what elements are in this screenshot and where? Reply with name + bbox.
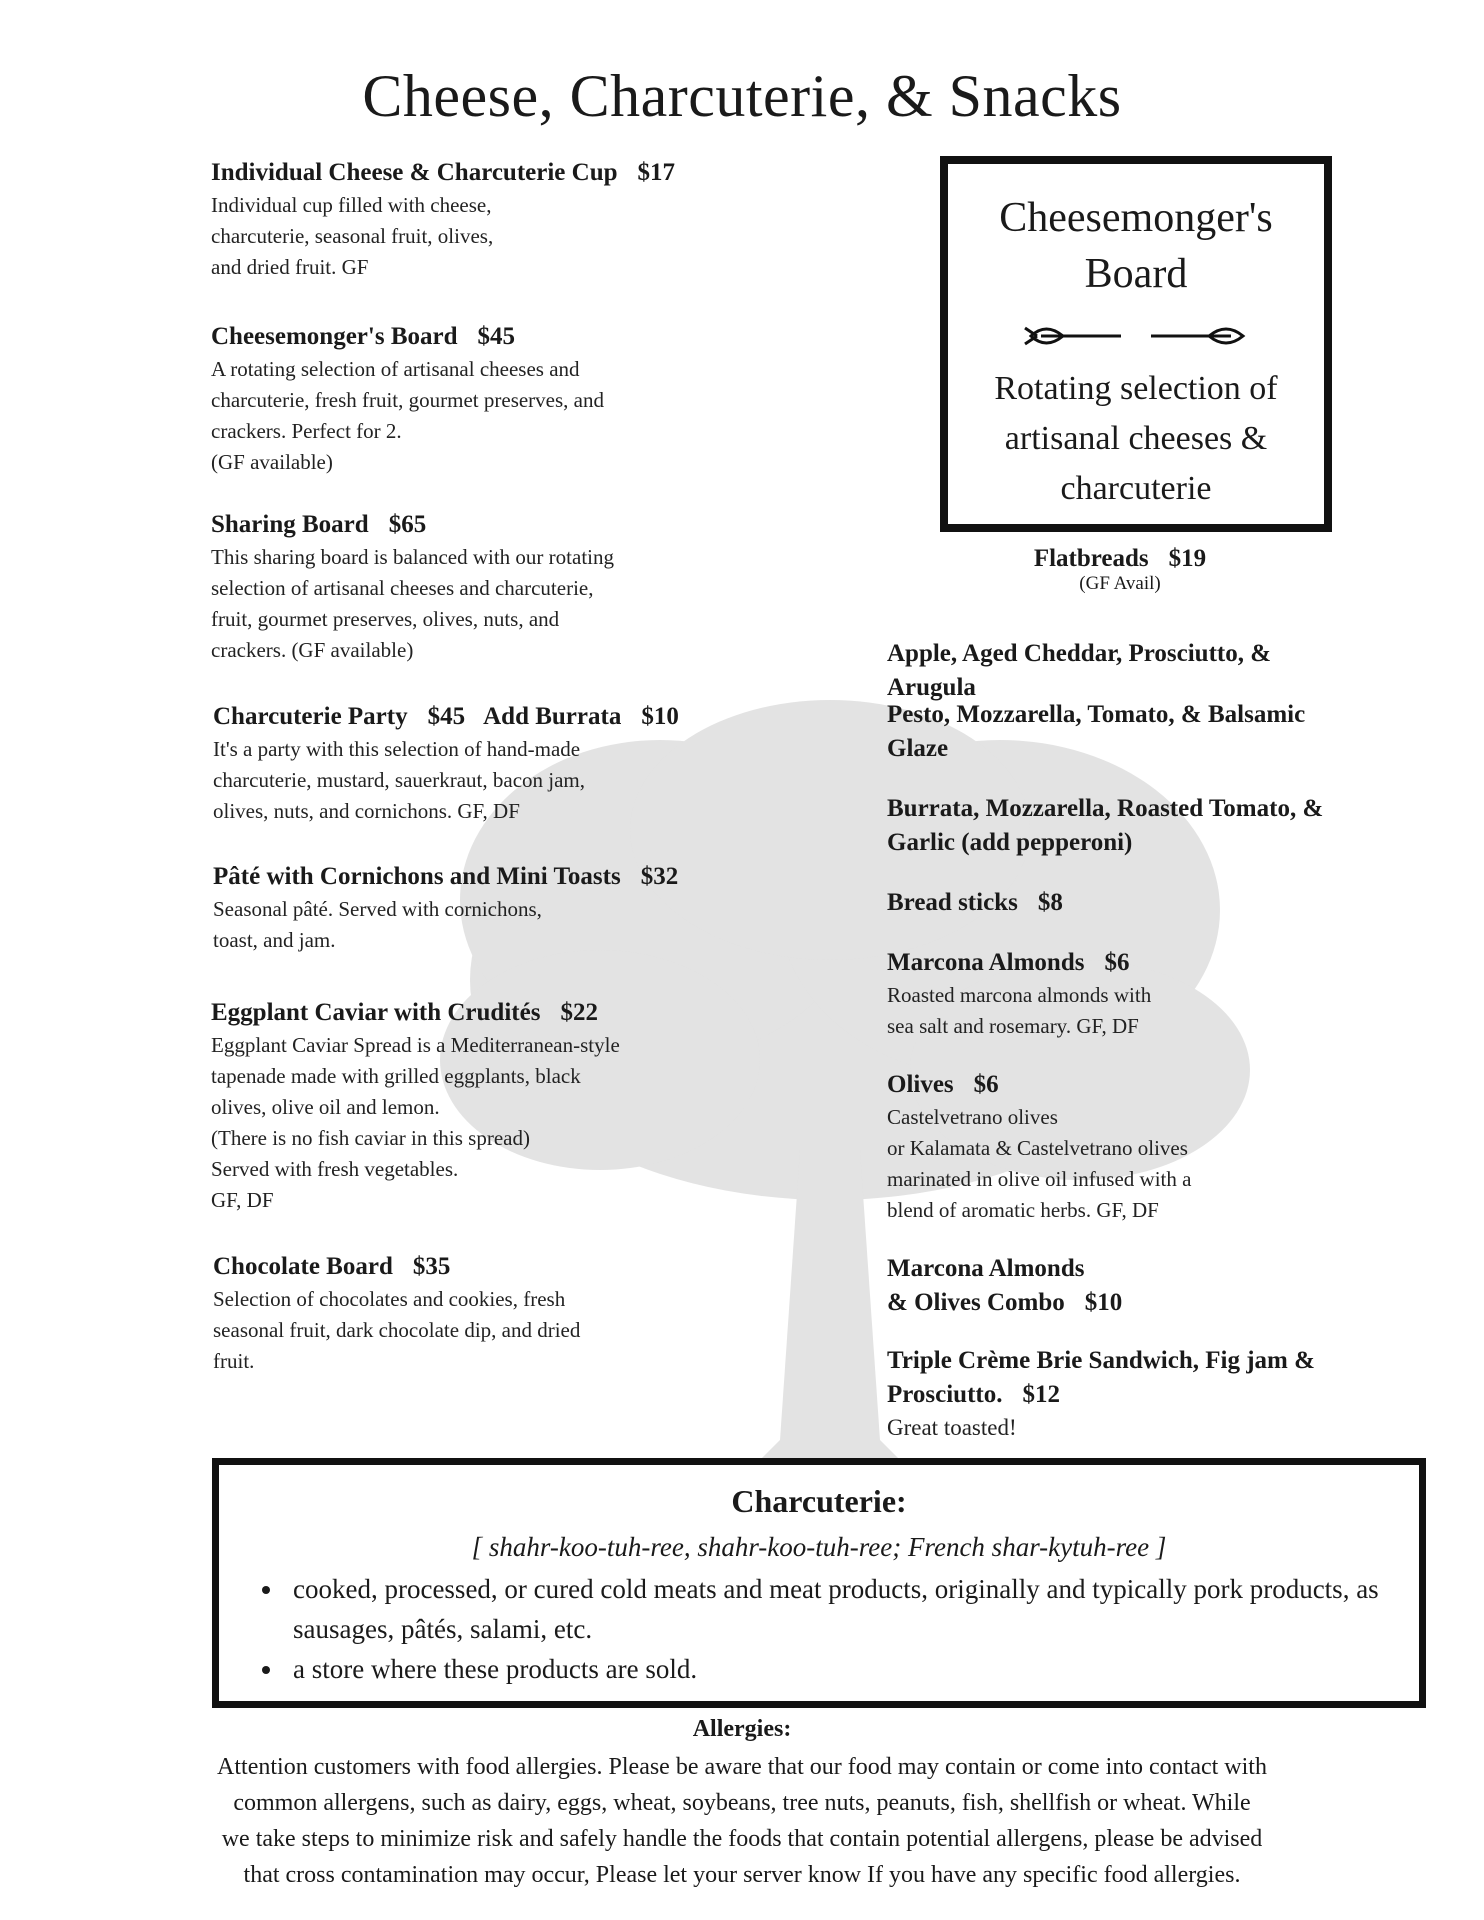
- item-name: Eggplant Caviar with Crudités: [211, 999, 541, 1026]
- menu-item-pate: [213, 860, 678, 956]
- item-price: $17: [637, 159, 676, 186]
- menu-item-cheesemongers-board: [211, 320, 604, 478]
- item-price: $6: [1104, 949, 1130, 976]
- item-description: Roasted marcona almonds with sea salt and rosemary. GF, DF: [887, 983, 1152, 1038]
- item-name: Pâté with Cornichons and Mini Toasts: [213, 863, 621, 890]
- item-name: Triple Crème Brie Sandwich, Fig jam &: [887, 1347, 1315, 1374]
- item-name: Chocolate Board: [213, 1253, 393, 1280]
- menu-item-bread-sticks: [887, 886, 1063, 920]
- item-price: $12: [1022, 1381, 1060, 1408]
- item-name: Bread sticks: [887, 889, 1018, 916]
- page-title: Cheese, Charcuterie, & Snacks: [362, 63, 1122, 129]
- item-name: Cheesemonger's Board: [211, 323, 458, 350]
- item-name: Marcona Almonds: [887, 1255, 1085, 1282]
- flatbread-pesto: [887, 698, 1317, 766]
- item-price: $35: [412, 1253, 451, 1280]
- menu-item-brie-sandwich: [887, 1344, 1315, 1443]
- item-name: Pesto, Mozzarella, Tomato, & Balsamic Glaze: [887, 701, 1306, 762]
- item-description: Castelvetrano olives or Kalamata & Castelvetrano olives marinated in olive oil infused with a blend of aromatic herbs. GF, DF: [887, 1105, 1192, 1222]
- feature-subtitle: Rotating selection of artisanal cheeses & charcuterie: [994, 370, 1278, 507]
- flatbreads-price: $19: [1168, 545, 1207, 572]
- item-name: Burrata, Mozzarella, Roasted Tomato, & Garlic (add pepperoni): [887, 795, 1324, 856]
- item-description: Individual cup filled with cheese, charcuterie, seasonal fruit, olives, and dried fruit. GF: [211, 193, 494, 279]
- allergy-notice: [200, 1716, 1284, 1893]
- item-price: $45: [427, 703, 466, 730]
- item-price: $32: [640, 863, 679, 890]
- item-name-line2: & Olives Combo: [887, 1289, 1065, 1316]
- item-description: Selection of chocolates and cookies, fresh seasonal fruit, dark chocolate dip, and dried fruit.: [213, 1287, 581, 1373]
- allergy-text: Attention customers with food allergies. Please be aware that our food may contain or come into contact with common allergens, such as dairy, eggs, wheat, soybeans, tree nuts, peanuts, fish, shellfish or wheat. While we take steps to minimize risk and safely handle the foods that contain potential allergens, please be advised that cross contamination may occur, Please let your server know If you have any specific food allergies.: [217, 1754, 1267, 1888]
- definition-item: • a store where these products are sold.: [285, 1649, 1419, 1689]
- menu-item-charcuterie-party: [213, 700, 679, 827]
- pronunciation: [ shahr-koo-tuh-ree, shahr-koo-tuh-ree; French shar-kytuh-ree ]: [471, 1532, 1167, 1562]
- item-addon: Add Burrata: [483, 703, 622, 730]
- definition-heading: Charcuterie:: [731, 1483, 907, 1519]
- menu-item-chocolate-board: [213, 1250, 580, 1377]
- item-name: Marcona Almonds: [887, 949, 1085, 976]
- item-price: $65: [388, 511, 427, 538]
- item-description: Seasonal pâté. Served with cornichons, toast, and jam.: [213, 897, 542, 952]
- item-price: $6: [973, 1071, 999, 1098]
- feature-title: Cheesemonger's Board: [999, 195, 1273, 297]
- menu-item-marcona-almonds: [887, 946, 1151, 1042]
- cheesemonger-feature-box: [940, 156, 1332, 532]
- item-name: Individual Cheese & Charcuterie Cup: [211, 159, 618, 186]
- flatbreads-heading: [900, 545, 1340, 595]
- menu-item-olives: [887, 1068, 1191, 1226]
- menu-item-eggplant-caviar: [211, 996, 620, 1216]
- definition-item: • cooked, processed, or cured cold meats and meat products, originally and typically pork products, as sausages, pâtés, salami, etc.: [285, 1569, 1419, 1649]
- item-price: $45: [477, 323, 515, 350]
- item-description: A rotating selection of artisanal cheeses and charcuterie, fresh fruit, gourmet preserves, and crackers. Perfect for 2. (GF available): [211, 357, 604, 474]
- item-name: Apple, Aged Cheddar, Prosciutto, & Arugula: [887, 640, 1272, 701]
- item-price: $8: [1037, 889, 1063, 916]
- item-description: This sharing board is balanced with our rotating selection of artisanal cheeses and charcuterie, fruit, gourmet preserves, olives, nuts, and crackers. (GF available): [211, 545, 614, 662]
- allergy-heading: Allergies:: [692, 1716, 792, 1742]
- menu-item-individual-cup: [211, 156, 675, 283]
- item-name: Olives: [887, 1071, 954, 1098]
- flatbreads-name: Flatbreads: [1033, 545, 1149, 572]
- item-addon-price: $10: [641, 703, 679, 730]
- item-price: $22: [560, 999, 598, 1026]
- flatbreads-note: (GF Avail): [1079, 573, 1161, 594]
- menu-item-sharing-board: [211, 508, 614, 666]
- item-description: Great toasted!: [887, 1415, 1017, 1440]
- menu-item-almonds-olives-combo: [887, 1252, 1122, 1320]
- flatbread-burrata: [887, 792, 1337, 860]
- item-name: Charcuterie Party: [213, 703, 408, 730]
- item-description: It's a party with this selection of hand-made charcuterie, mustard, sauerkraut, bacon jam, olives, nuts, and cornichons. GF, DF: [213, 737, 586, 823]
- item-name: Sharing Board: [211, 511, 369, 538]
- leaf-divider-icon: [1021, 316, 1251, 356]
- flatbread-apple: [887, 637, 1357, 705]
- item-price: $10: [1084, 1289, 1123, 1316]
- charcuterie-definition-box: [212, 1458, 1426, 1708]
- item-name-line2: Prosciutto.: [887, 1381, 1003, 1408]
- item-description: Eggplant Caviar Spread is a Mediterranean-style tapenade made with grilled eggplants, black olives, olive oil and lemon. (There is no fish caviar in this spread) Served with fresh vegetables. GF, DF: [211, 1033, 620, 1212]
- definition-list: [219, 1569, 1419, 1689]
